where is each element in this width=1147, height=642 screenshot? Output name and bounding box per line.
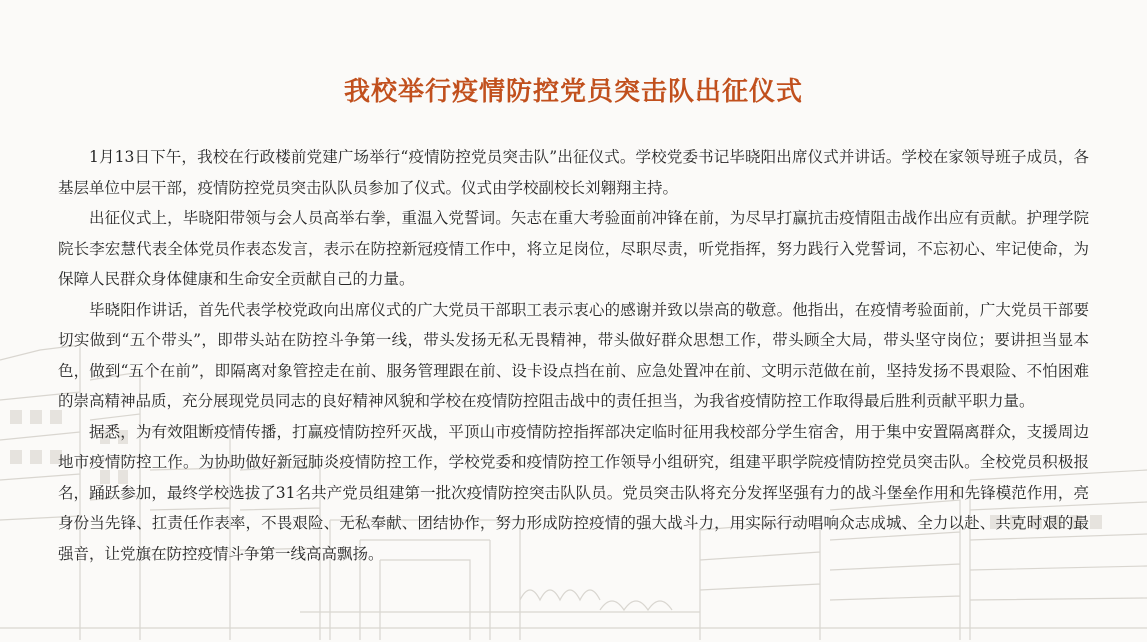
article-paragraph: 1月13日下午，我校在行政楼前党建广场举行“疫情防控党员突击队”出征仪式。学校党委书记毕晓阳出席仪式并讲话。学校在家领导班子成员，各基层单位中层干部，疫情防控党员突击队队员参加了仪式。仪式由学校副校长刘翱翔主持。 — [58, 148, 1089, 197]
article-body — [58, 142, 1089, 569]
article-paragraph: 出征仪式上，毕晓阳带领与会人员高举右拳，重温入党誓词。矢志在重大考验面前冲锋在前，为尽早打赢抗击疫情阻击战作出应有贡献。护理学院院长李宏慧代表全体党员作表态发言，表示在防控新冠疫情工作中，将立足岗位，尽职尽责，听党指挥，努力践行入党誓词，不忘初心、牢记使命，为保障人民群众身体健康和生命安全贡献自己的力量。 — [58, 209, 1089, 288]
article-title: 我校举行疫情防控党员突击队出征仪式 — [343, 77, 803, 107]
article-paragraph: 据悉，为有效阻断疫情传播，打赢疫情防控歼灭战，平顶山市疫情防控指挥部决定临时征用我校部分学生宿舍，用于集中安置隔离群众，支援周边地市疫情防控工作。为协助做好新冠肺炎疫情防控工作，学校党委和疫情防控工作领导小组研究，组建平职学院疫情防控党员突击队。全校党员积极报名，踊跃参加，最终学校选拔了31名共产党员组建第一批次疫情防控突击队队员。党员突击队将充分发挥坚强有力的战斗堡垒作用和先锋模范作用，亮身份当先锋、扛责任作表率，不畏艰险、无私奉献、团结协作，努力形成防控疫情的强大战斗力，用实际行动唱响众志成城、全力以赴、共克时艰的最强音，让党旗在防控疫情斗争第一线高高飘扬。 — [58, 422, 1089, 563]
article-paragraph: 毕晓阳作讲话，首先代表学校党政向出席仪式的广大党员干部职工表示衷心的感谢并致以崇高的敬意。他指出，在疫情考验面前，广大党员干部要切实做到“五个带头”，即带头站在防控斗争第一线，带头发扬无私无畏精神，带头做好群众思想工作，带头顾全大局，带头坚守岗位；要讲担当显本色，做到“五个在前”，即隔离对象管控走在前、服务管理跟在前、设卡设点挡在前、应急处置冲在前、文明示范做在前，坚持发扬不畏艰险、不怕困难的崇高精神品质，充分展现党员同志的良好精神风貌和学校在疫情防控阻击战中的责任担当，为我省疫情防控工作取得最后胜利贡献平职力量。 — [58, 300, 1089, 410]
